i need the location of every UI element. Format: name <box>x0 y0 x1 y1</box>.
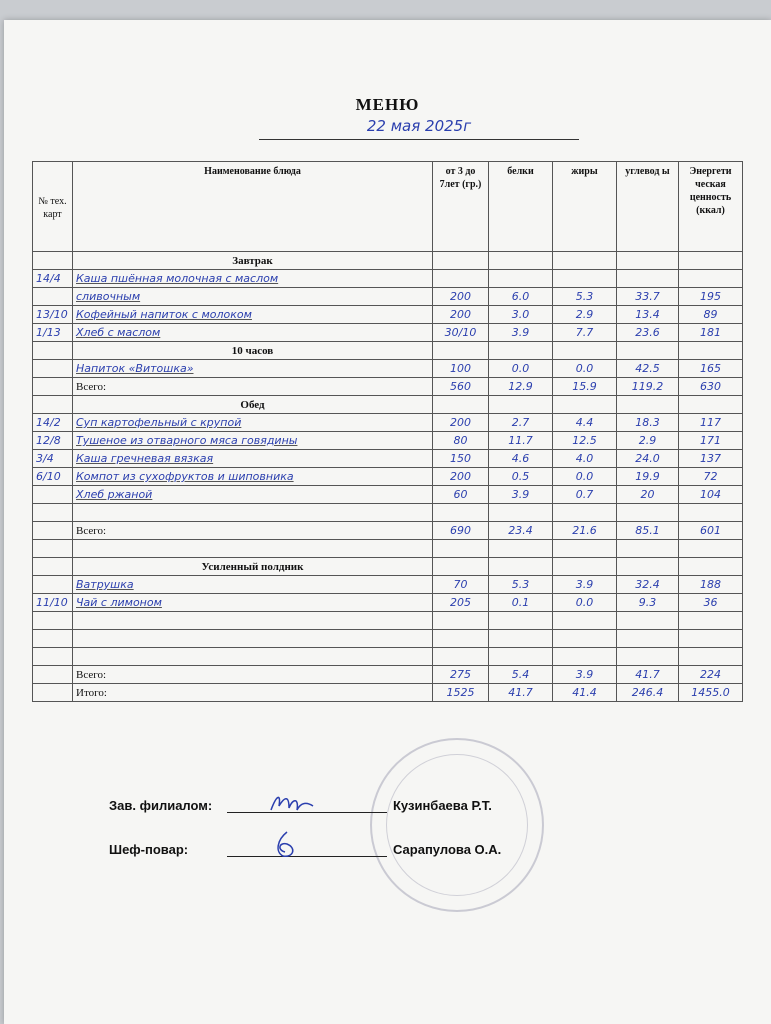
dish-name: Чай с лимоном <box>73 594 433 612</box>
section-lunch: Обед <box>73 396 433 414</box>
portion-value: 60 <box>433 486 489 504</box>
protein-value: 5.3 <box>489 576 553 594</box>
energy-total: 601 <box>679 522 743 540</box>
portion-grand-total: 1525 <box>433 684 489 702</box>
protein-value: 3.9 <box>489 324 553 342</box>
energy-value: 137 <box>679 450 743 468</box>
header-energy: Энергети ческая ценность (ккал) <box>679 162 743 252</box>
carbs-grand-total: 246.4 <box>617 684 679 702</box>
table-row <box>33 306 743 324</box>
section-breakfast: Завтрак <box>73 252 433 270</box>
energy-value: 171 <box>679 432 743 450</box>
head-label: Зав. филиалом: <box>109 798 213 813</box>
protein-value: 11.7 <box>489 432 553 450</box>
carbs-value: 2.9 <box>617 432 679 450</box>
carbs-value: 13.4 <box>617 306 679 324</box>
fat-value: 7.7 <box>553 324 617 342</box>
protein-value: 0.0 <box>489 360 553 378</box>
tech-card-number: 12/8 <box>33 432 73 450</box>
grand-total-row <box>33 684 743 702</box>
table-row <box>33 414 743 432</box>
fat-value: 0.0 <box>553 468 617 486</box>
portion-value: 80 <box>433 432 489 450</box>
total-row <box>33 378 743 396</box>
grand-total-label: Итого: <box>73 684 433 702</box>
header-protein: белки <box>489 162 553 252</box>
table-header-row <box>33 162 743 252</box>
blank-row <box>33 648 743 666</box>
energy-value: 195 <box>679 288 743 306</box>
table-row <box>33 288 743 306</box>
portion-value: 70 <box>433 576 489 594</box>
fat-value: 12.5 <box>553 432 617 450</box>
dish-name: Хлеб с маслом <box>73 324 433 342</box>
fat-value: 0.0 <box>553 594 617 612</box>
fat-total: 3.9 <box>553 666 617 684</box>
fat-value: 0.0 <box>553 360 617 378</box>
dish-name: Хлеб ржаной <box>73 486 433 504</box>
portion-total: 690 <box>433 522 489 540</box>
head-signature <box>227 798 387 813</box>
fat-value: 2.9 <box>553 306 617 324</box>
protein-value: 0.5 <box>489 468 553 486</box>
energy-total: 630 <box>679 378 743 396</box>
fat-value: 5.3 <box>553 288 617 306</box>
table-row <box>33 486 743 504</box>
protein-grand-total: 41.7 <box>489 684 553 702</box>
dish-name: Тушеное из отварного мяса говядины <box>73 432 433 450</box>
fat-value: 0.7 <box>553 486 617 504</box>
dish-name: Напиток «Витошка» <box>73 360 433 378</box>
energy-value: 188 <box>679 576 743 594</box>
header-carbs: углевод ы <box>617 162 679 252</box>
blank-row <box>33 540 743 558</box>
portion-value: 150 <box>433 450 489 468</box>
section-row <box>33 252 743 270</box>
carbs-value: 18.3 <box>617 414 679 432</box>
fat-total: 15.9 <box>553 378 617 396</box>
protein-total: 12.9 <box>489 378 553 396</box>
blank-row <box>33 630 743 648</box>
header-fat: жиры <box>553 162 617 252</box>
header-portion: от 3 до 7лет (гр.) <box>433 162 489 252</box>
table-row <box>33 468 743 486</box>
tech-card-number <box>33 486 73 504</box>
table-row <box>33 594 743 612</box>
energy-value: 36 <box>679 594 743 612</box>
tech-card-number: 6/10 <box>33 468 73 486</box>
dish-name: Суп картофельный с крупой <box>73 414 433 432</box>
section-snack: Усиленный полдник <box>73 558 433 576</box>
tech-card-number <box>33 576 73 594</box>
blank-row <box>33 612 743 630</box>
table-row <box>33 324 743 342</box>
chef-signature <box>227 842 387 857</box>
portion-value: 100 <box>433 360 489 378</box>
energy-value: 72 <box>679 468 743 486</box>
blank-row <box>33 504 743 522</box>
section-ten: 10 часов <box>73 342 433 360</box>
energy-value: 117 <box>679 414 743 432</box>
header-name: Наименование блюда <box>73 162 433 252</box>
section-row <box>33 342 743 360</box>
energy-value: 104 <box>679 486 743 504</box>
dish-name: Каша гречневая вязкая <box>73 450 433 468</box>
protein-value: 0.1 <box>489 594 553 612</box>
energy-grand-total: 1455.0 <box>679 684 743 702</box>
total-row <box>33 522 743 540</box>
portion-value: 30/10 <box>433 324 489 342</box>
tech-card-number: 14/2 <box>33 414 73 432</box>
tech-card-number: 3/4 <box>33 450 73 468</box>
chef-signature-line <box>109 842 501 857</box>
dish-name: Ватрушка <box>73 576 433 594</box>
menu-table <box>32 161 743 702</box>
carbs-value: 42.5 <box>617 360 679 378</box>
carbs-total: 85.1 <box>617 522 679 540</box>
chef-label: Шеф-повар: <box>109 842 189 857</box>
fat-value: 4.0 <box>553 450 617 468</box>
fat-value: 3.9 <box>553 576 617 594</box>
carbs-value: 19.9 <box>617 468 679 486</box>
section-row <box>33 558 743 576</box>
table-row <box>33 270 743 288</box>
protein-value: 3.0 <box>489 306 553 324</box>
total-label: Всего: <box>73 378 433 396</box>
protein-value: 4.6 <box>489 450 553 468</box>
tech-card-number: 13/10 <box>33 306 73 324</box>
portion-value: 205 <box>433 594 489 612</box>
tech-card-number: 1/13 <box>33 324 73 342</box>
page-title: МЕНЮ <box>355 95 420 114</box>
dish-name: Компот из сухофруктов и шиповника <box>73 468 433 486</box>
official-stamp <box>370 738 544 912</box>
table-row <box>33 450 743 468</box>
carbs-value: 33.7 <box>617 288 679 306</box>
protein-value: 6.0 <box>489 288 553 306</box>
total-row <box>33 666 743 684</box>
total-label: Всего: <box>73 522 433 540</box>
tech-card-number <box>33 360 73 378</box>
total-label: Всего: <box>73 666 433 684</box>
portion-value: 200 <box>433 414 489 432</box>
fat-grand-total: 41.4 <box>553 684 617 702</box>
tech-card-number: 11/10 <box>33 594 73 612</box>
carbs-total: 41.7 <box>617 666 679 684</box>
protein-value: 2.7 <box>489 414 553 432</box>
portion-total: 275 <box>433 666 489 684</box>
table-row <box>33 576 743 594</box>
head-signature-line <box>109 798 492 813</box>
chef-name: Сарапулова О.А. <box>393 842 502 857</box>
table-row <box>33 432 743 450</box>
dish-name: Кофейный напиток с молоком <box>73 306 433 324</box>
portion-value: 200 <box>433 288 489 306</box>
section-row <box>33 396 743 414</box>
energy-value: 89 <box>679 306 743 324</box>
fat-total: 21.6 <box>553 522 617 540</box>
fat-value: 4.4 <box>553 414 617 432</box>
protein-value: 3.9 <box>489 486 553 504</box>
head-name: Кузинбаева Р.Т. <box>393 798 492 813</box>
energy-total: 224 <box>679 666 743 684</box>
portion-value: 200 <box>433 468 489 486</box>
dish-name-continued: сливочным <box>73 288 433 306</box>
carbs-value: 9.3 <box>617 594 679 612</box>
tech-card-number: 14/4 <box>33 270 73 288</box>
carbs-total: 119.2 <box>617 378 679 396</box>
header-no: № тех. карт <box>33 162 73 252</box>
carbs-value: 23.6 <box>617 324 679 342</box>
table-row <box>33 360 743 378</box>
portion-value: 200 <box>433 306 489 324</box>
energy-value: 165 <box>679 360 743 378</box>
carbs-value: 20 <box>617 486 679 504</box>
carbs-value: 24.0 <box>617 450 679 468</box>
dish-name: Каша пшённая молочная с маслом <box>73 270 433 288</box>
menu-date: 22 мая 2025г <box>259 117 579 140</box>
portion-total: 560 <box>433 378 489 396</box>
protein-total: 5.4 <box>489 666 553 684</box>
carbs-value: 32.4 <box>617 576 679 594</box>
protein-total: 23.4 <box>489 522 553 540</box>
menu-sheet <box>4 20 771 1024</box>
energy-value: 181 <box>679 324 743 342</box>
